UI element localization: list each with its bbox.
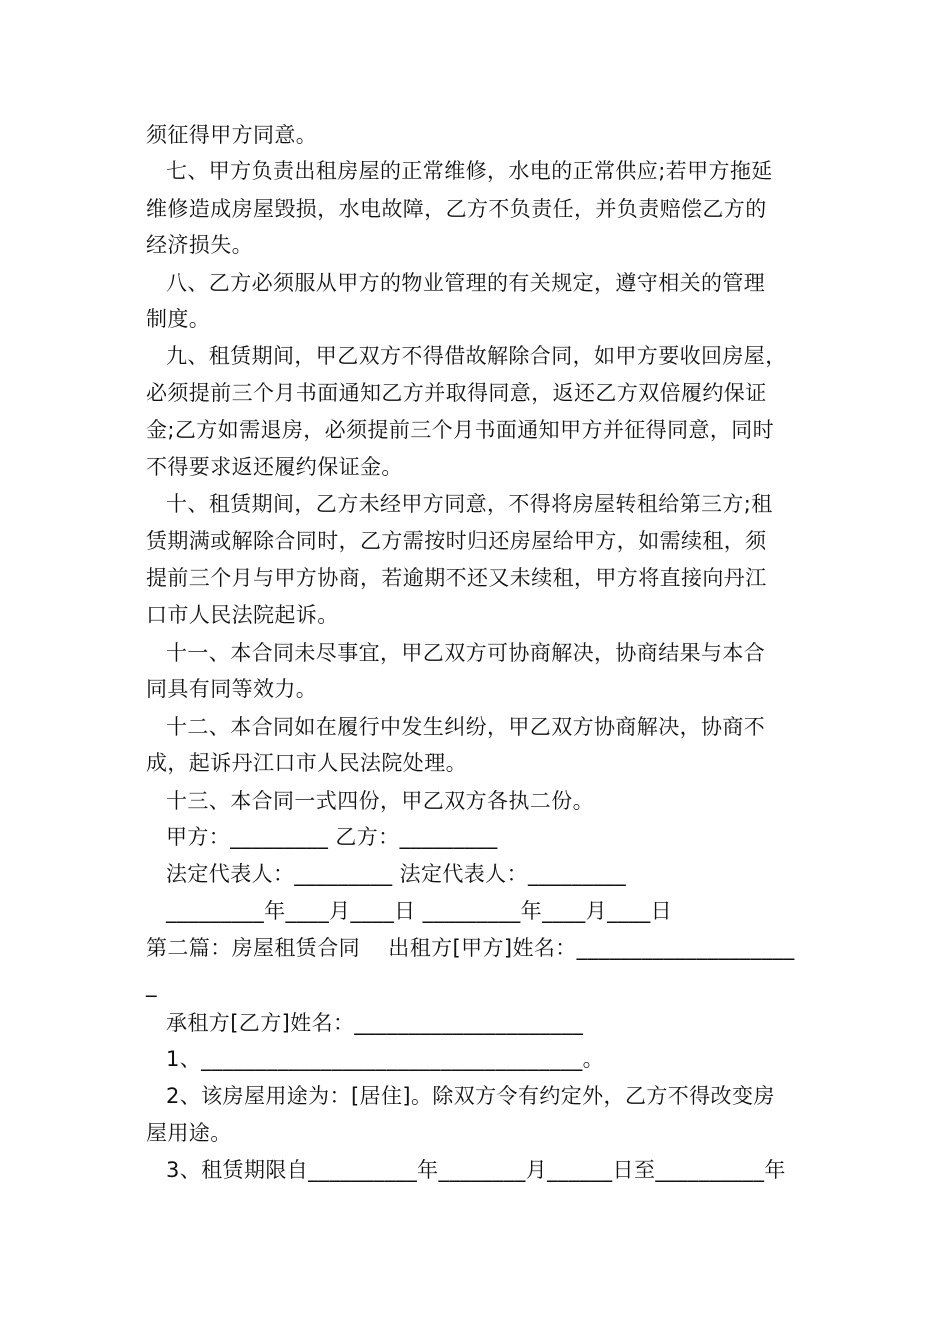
text-line: 必须提前三个月书面通知乙方并取得同意，返还乙方双倍履约保证	[146, 381, 767, 405]
section-2-heading: 第二篇：房屋租赁合同 出租方[甲方]姓名：____________________	[146, 936, 795, 960]
signature-parties-line: 甲方：_________ 乙方：_________	[166, 825, 498, 849]
text-line: 同具有同等效力。	[146, 677, 318, 701]
text-line: 须征得甲方同意。	[146, 123, 318, 147]
text-line: 赁期满或解除合同时，乙方需按时归还房屋给甲方，如需续租，须	[146, 529, 767, 553]
text-line: 金;乙方如需退房，必须提前三个月书面通知甲方并征得同意，同时	[146, 418, 775, 442]
item-3-line: 3、租赁期限自__________年________月______日至__________年	[166, 1158, 786, 1182]
date-line: _________年____月____日 _________年____月____日	[166, 899, 673, 923]
item-2-line: 2、该房屋用途为：[居住]。除双方令有约定外，乙方不得改变房	[166, 1084, 775, 1108]
clause-12-line: 十二、本合同如在履行中发生纠纷，甲乙双方协商解决，协商不	[166, 715, 766, 739]
clause-13-line: 十三、本合同一式四份，甲乙双方各执二份。	[166, 789, 594, 813]
text-line: 不得要求返还履约保证金。	[146, 455, 403, 479]
item-1-line: 1、___________________________________。	[166, 1047, 605, 1071]
clause-10-line: 十、租赁期间，乙方未经甲方同意，不得将房屋转租给第三方;租	[166, 492, 773, 516]
text-line: 经济损失。	[146, 233, 253, 257]
clause-11-line: 十一、本合同未尽事宜，甲乙双方可协商解决，协商结果与本合	[166, 641, 766, 665]
text-line: 口市人民法院起诉。	[146, 603, 339, 627]
text-line: 维修造成房屋毁损，水电故障，乙方不负责任，并负责赔偿乙方的	[146, 197, 767, 221]
text-line: 制度。	[146, 307, 211, 331]
clause-9-line: 九、租赁期间，甲乙双方不得借故解除合同，如甲方要收回房屋，	[166, 344, 787, 368]
clause-7-line: 七、甲方负责出租房屋的正常维修，水电的正常供应;若甲方拖延	[166, 159, 773, 183]
clause-8-line: 八、乙方必须服从甲方的物业管理的有关规定，遵守相关的管理	[166, 271, 766, 295]
text-line: 屋用途。	[146, 1121, 232, 1145]
text-line: 提前三个月与甲方协商，若逾期不还又未续租，甲方将直接向丹江	[146, 566, 767, 590]
text-line: 成，起诉丹江口市人民法院处理。	[146, 751, 467, 775]
lessee-name-line: 承租方[乙方]姓名：_____________________	[166, 1011, 584, 1035]
legal-representative-line: 法定代表人：_________ 法定代表人：_________	[166, 862, 627, 886]
text-line: _	[146, 973, 157, 997]
